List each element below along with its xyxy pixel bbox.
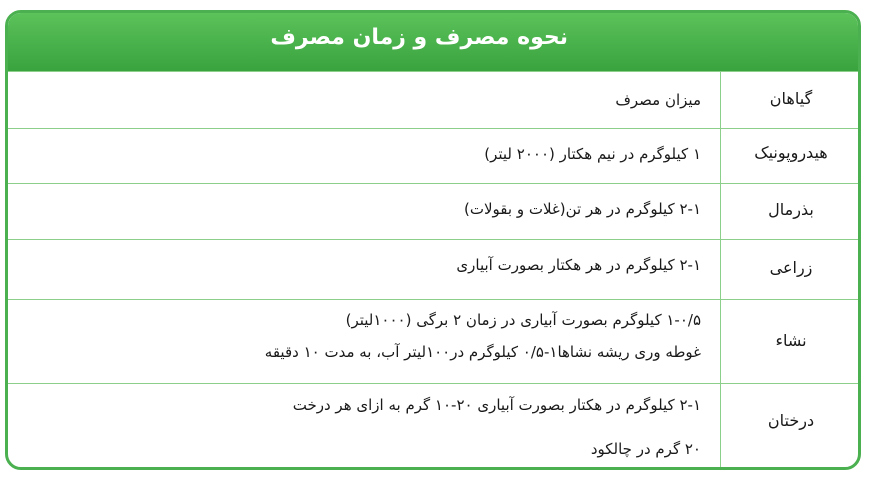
column-header-usage: میزان مصرف xyxy=(615,91,701,109)
row-usage-field-crops: ۲-۱ کیلوگرم در هر هکتار بصورت آبیاری xyxy=(456,256,701,274)
row-divider xyxy=(8,128,858,129)
row-usage-seedlings-line2: غوطه وری ریشه نشاها۱-۰/۵ کیلوگرم در۱۰۰لیتر آب، به مدت ۱۰ دقیقه xyxy=(264,343,701,361)
row-plant-hydroponic: هیدروپونیک xyxy=(754,143,828,162)
row-divider xyxy=(8,183,858,184)
row-usage-trees-line1: ۲-۱ کیلوگرم در هکتار بصورت آبیاری ۲۰-۱۰ گرم به ازای هر درخت xyxy=(292,396,701,414)
row-divider xyxy=(8,299,858,300)
row-usage-trees-line2: ۲۰ گرم در چالکود xyxy=(590,440,701,458)
row-plant-seedlings: نشاء xyxy=(775,331,807,350)
row-plant-seed-treatment: بذرمال xyxy=(768,200,814,219)
row-divider xyxy=(8,71,858,72)
row-usage-seed-treatment: ۲-۱ کیلوگرم در هر تن(غلات و بقولات) xyxy=(464,200,701,218)
table-header xyxy=(8,13,858,71)
row-plant-field-crops: زراعی xyxy=(769,258,813,277)
row-divider xyxy=(8,239,858,240)
row-usage-seedlings-line1: ۱-۰/۵ کیلوگرم بصورت آبیاری در زمان ۲ برگی (۱۰۰۰لیتر) xyxy=(345,311,701,329)
row-divider xyxy=(8,383,858,384)
usage-table-card xyxy=(5,10,861,470)
row-plant-trees: درختان xyxy=(767,411,815,430)
row-usage-hydroponic: ۱ کیلوگرم در نیم هکتار (۲۰۰۰ لیتر) xyxy=(484,145,701,163)
table-title: نحوه مصرف و زمان مصرف xyxy=(270,25,568,50)
column-header-plants: گیاهان xyxy=(769,89,813,108)
